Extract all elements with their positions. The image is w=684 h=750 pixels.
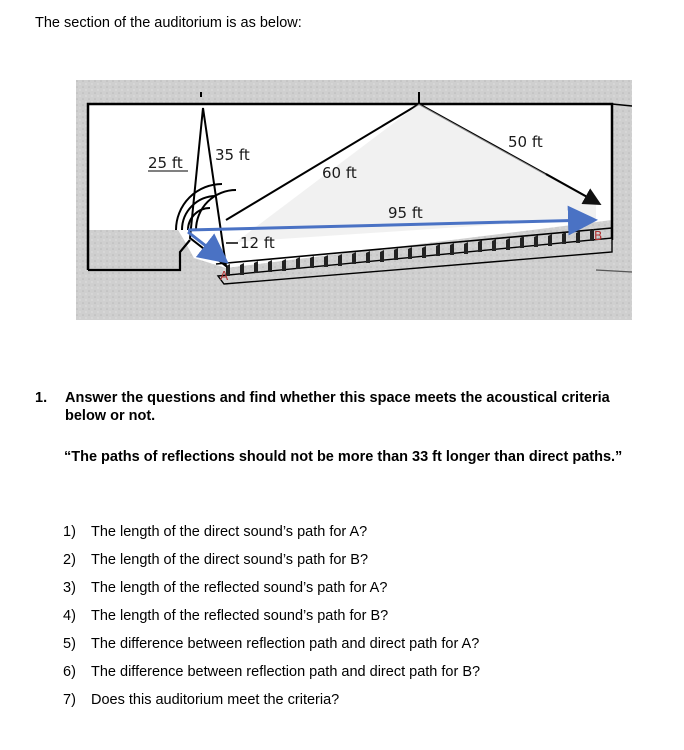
auditorium-section-diagram bbox=[76, 80, 632, 320]
list-item-text: Does this auditorium meet the criteria? bbox=[91, 692, 340, 708]
list-item-text: The difference between reflection path and direct path for B? bbox=[91, 664, 481, 680]
point-a-label: A bbox=[220, 269, 229, 283]
list-item-text: The length of the direct sound’s path for B? bbox=[91, 552, 369, 568]
label-95ft: 95 ft bbox=[388, 204, 423, 222]
intro-text: The section of the auditorium is as below: bbox=[35, 15, 302, 31]
question-1-number: 1. bbox=[35, 390, 48, 406]
list-item-text: The length of the reflected sound’s path for A? bbox=[91, 580, 388, 596]
list-item bbox=[63, 580, 387, 596]
list-item-number: 2) bbox=[63, 552, 76, 568]
question-1-text: Answer the questions and find whether this space meets the acoustical criteria below or not. bbox=[65, 390, 610, 424]
list-item-number: 4) bbox=[63, 608, 76, 624]
list-item-number: 3) bbox=[63, 580, 76, 596]
label-25ft: 25 ft bbox=[148, 154, 183, 172]
point-b-label: B bbox=[594, 229, 603, 243]
list-item-number: 5) bbox=[63, 636, 76, 652]
list-item-number: 6) bbox=[63, 664, 76, 680]
list-item bbox=[63, 664, 480, 680]
list-item-text: The difference between reflection path and direct path for A? bbox=[91, 636, 480, 652]
list-item bbox=[63, 552, 368, 568]
acoustic-criterion: “The paths of reflections should not be more than 33 ft longer than direct paths.” bbox=[64, 449, 623, 465]
list-item-number: 7) bbox=[63, 692, 76, 708]
list-item-number: 1) bbox=[63, 524, 76, 540]
label-12ft: 12 ft bbox=[240, 234, 275, 252]
list-item bbox=[63, 524, 367, 540]
list-item-text: The length of the reflected sound’s path for B? bbox=[91, 608, 389, 624]
list-item bbox=[63, 636, 479, 652]
label-35ft: 35 ft bbox=[215, 146, 250, 164]
list-item bbox=[63, 692, 339, 708]
label-50ft: 50 ft bbox=[508, 133, 543, 151]
list-item-text: The length of the direct sound’s path for A? bbox=[91, 524, 368, 540]
list-item bbox=[63, 608, 388, 624]
label-60ft: 60 ft bbox=[322, 164, 357, 182]
